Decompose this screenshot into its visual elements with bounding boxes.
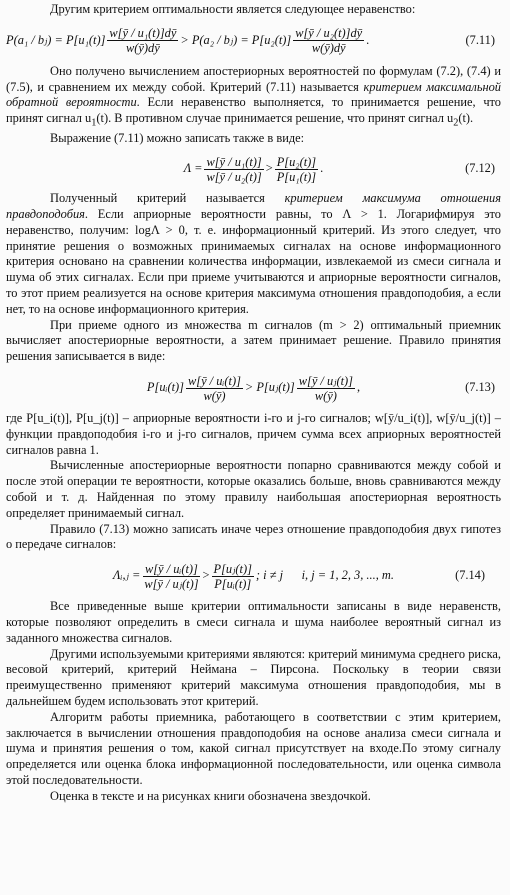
eq12-f2-denominator: P[u₁(t)] xyxy=(276,169,317,184)
eq11-middle: > P(a₂ / bⱼ) = P[u₂(t)] xyxy=(180,32,292,47)
eq14-f1-numerator: w[ȳ / uᵢ(t)] xyxy=(144,561,198,576)
paragraph-likelihood-criterion xyxy=(6,191,501,317)
eq13-f1-numerator: w[ȳ / uᵢ(t)] xyxy=(188,373,241,388)
eq12-f2-numerator: P[u₂(t)] xyxy=(276,154,317,169)
eq14-f1-denominator: w[ȳ / uⱼ(t)] xyxy=(144,576,199,591)
eq13-fraction-1 xyxy=(186,374,243,403)
eq11-end: . xyxy=(366,32,370,47)
paragraph-rewrite: Выражение (7.11) можно записать также в виде: xyxy=(50,131,305,146)
equation-7-12 xyxy=(6,149,501,189)
eq12-f1-denominator: w[ȳ / u₂(t)] xyxy=(206,169,262,184)
eq12-lhs: Λ = xyxy=(183,161,203,176)
eq11-f1-numerator: w[ȳ / u₁(t)]dȳ xyxy=(109,26,177,41)
eq14-f2-denominator: P[uᵢ(t)] xyxy=(214,576,252,591)
p3-text-a: Полученный критерий называется xyxy=(50,191,285,206)
eq14-condition: ; i ≠ j i, j = 1, 2, 3, ..., m. xyxy=(255,568,394,583)
p2-text-b: . Если неравенство выполняется, то принимается решение, что принят сигнал u xyxy=(6,95,501,126)
paragraph-derivation: Оно получено вычислением апостериорных вероятностей по формулам (7.2), (7.4) и (7.5), и сравнением их между собой. Критерий (7.11) называется критерием максимальной обратной вероятности. Если неравенство выполняется, то принимается решение, что принят сигнал $u_1(t)$. В противном случае принимается решение, что принят сигнал $u_2(t)$. xyxy=(6,63,502,129)
eq11-left: P(a₁ / bⱼ) = P[u₁(t)] xyxy=(6,32,106,47)
equation-number-7-12: (7.12) xyxy=(465,161,495,176)
paragraph-summary: Все приведенные выше критерии оптимальности записаны в виде неравенств, которые позволяют определить в смеси сигнала и шума наиболее вероятный сигнал из заданного множества сигналов. xyxy=(6,599,501,645)
p2-text-a: Оно получено вычислением апостериорных вероятностей по формулам (7.2), (7.4) и (7.5), и сравнением их между собой. Критерий (7.11) называется xyxy=(6,63,501,94)
term-max-inverse-probability: критерием максимальной обратной вероятности xyxy=(6,79,502,110)
paragraph-pairwise: Вычисленные апостериорные вероятности попарно сравниваются между собой и после этой операции те вероятности, которые оказались больше, вновь сравниваются между собой и т. д. Найденная по этому правилу наибольшая апостериорная вероятность определяет принимаемый сигнал. xyxy=(6,458,501,520)
paragraph-where: где P[u_i(t)], P[u_j(t)] – априорные вероятности i-го и j-го сигналов; w[ȳ/u_i(t)], w[ȳ/u_j(t)] – функции правдоподобия i-го и j-го сигналов, причем сумма всех априорных вероятностей сигналов равна 1. xyxy=(6,411,501,457)
equation-7-14 xyxy=(6,555,501,597)
eq13-f2-denominator: w(ȳ) xyxy=(314,388,337,403)
p2-text-c: (t). В противном случае принимается решение, что принят сигнал u xyxy=(96,111,454,126)
eq13-f2-numerator: w[ȳ / uⱼ(t)] xyxy=(298,373,353,388)
eq14-lhs: Λᵢ,ⱼ = xyxy=(113,568,141,583)
equation-7-11 xyxy=(6,20,501,62)
eq11-f2-denominator: w(ȳ)dȳ xyxy=(311,41,346,56)
paragraph-rule-rewrite: Правило (7.13) можно записать иначе через отношение правдоподобия двух гипотез о передаче сигналов: xyxy=(6,521,501,552)
eq12-gt: > xyxy=(265,161,273,176)
eq13-prior-i: P[uᵢ(t)] xyxy=(146,380,184,395)
equation-number-7-14: (7.14) xyxy=(455,568,485,583)
eq12-end: . xyxy=(320,161,324,176)
eq13-end: , xyxy=(356,380,361,395)
equation-number-7-11: (7.11) xyxy=(465,32,495,47)
p2-text-d: (t). xyxy=(458,111,474,126)
eq14-gt: > xyxy=(202,568,210,583)
term-max-likelihood-ratio: критерием максимума отношения правдоподобия xyxy=(6,191,501,222)
eq11-fraction-1 xyxy=(107,26,178,55)
equation-7-13 xyxy=(6,367,501,409)
p3-text-b: . Если априорные вероятности равны, то Λ > 1. Логарифмируя это неравенство, получим: logΛ > 0, т. е. информационный критерий. Из этого следует, что принятие решения о возможных принимаемых сигналах на основе информационного критерия основано на сравнении количества информации, извлекаемой из смеси сигнала и шума об этих сигналах. Если при приеме учитываются и априорные вероятности сигналов, то этот прием реализуется на основе критерия максимума отношения правдоподобия, а если нет, то на основе информационного критерия. xyxy=(6,207,501,316)
eq12-f1-numerator: w[ȳ / u₁(t)] xyxy=(206,154,262,169)
equation-number-7-13: (7.13) xyxy=(465,380,495,395)
paragraph-other-criteria: Другими используемыми критериями являются: критерий минимума среднего риска, весовой критерий, критерий Неймана – Пирсона. Поскольку в теории связи преимущественно применяют критерий максимума отношения правдоподобия, мы в дальнейшем будем использовать этот критерий. xyxy=(6,646,501,708)
eq12-fraction-1 xyxy=(204,155,263,184)
eq13-fraction-2 xyxy=(297,374,355,403)
paragraph-m-signals: При приеме одного из множества m сигналов (m > 2) оптимальный приемник вычисляет апостериорные вероятности, а затем принимает решение. Правило принятия решения записывается в виде: xyxy=(6,317,501,364)
paragraph-algorithm: Алгоритм работы приемника, работающего в соответствии с этим критерием, заключается в вычислении отношения правдоподобия на основе анализа смеси сигнала и шума и принятия решения о том, какой сигнал присутствует на входе.По этому сигналу определяется или оценка блока информационной последовательности, или оценка символа этой последовательности. xyxy=(6,709,501,787)
intro-line: Другим критерием оптимальности является следующее неравенство: xyxy=(50,2,416,16)
eq14-fraction-2 xyxy=(212,562,254,591)
paragraph-estimate-note: Оценка в тексте и на рисунках книги обозначена звездочкой. xyxy=(50,788,371,803)
eq11-f2-numerator: w[ȳ / u₂(t)]dȳ xyxy=(295,26,363,41)
eq14-fraction-1 xyxy=(142,562,200,591)
eq11-fraction-2 xyxy=(293,26,364,55)
eq12-fraction-2 xyxy=(275,155,318,184)
eq13-middle: > P[uⱼ(t)] xyxy=(244,380,295,395)
eq13-f1-denominator: w(ȳ) xyxy=(203,388,226,403)
eq11-f1-denominator: w(ȳ)dȳ xyxy=(126,41,160,56)
eq14-f2-numerator: P[uⱼ(t)] xyxy=(213,561,252,576)
